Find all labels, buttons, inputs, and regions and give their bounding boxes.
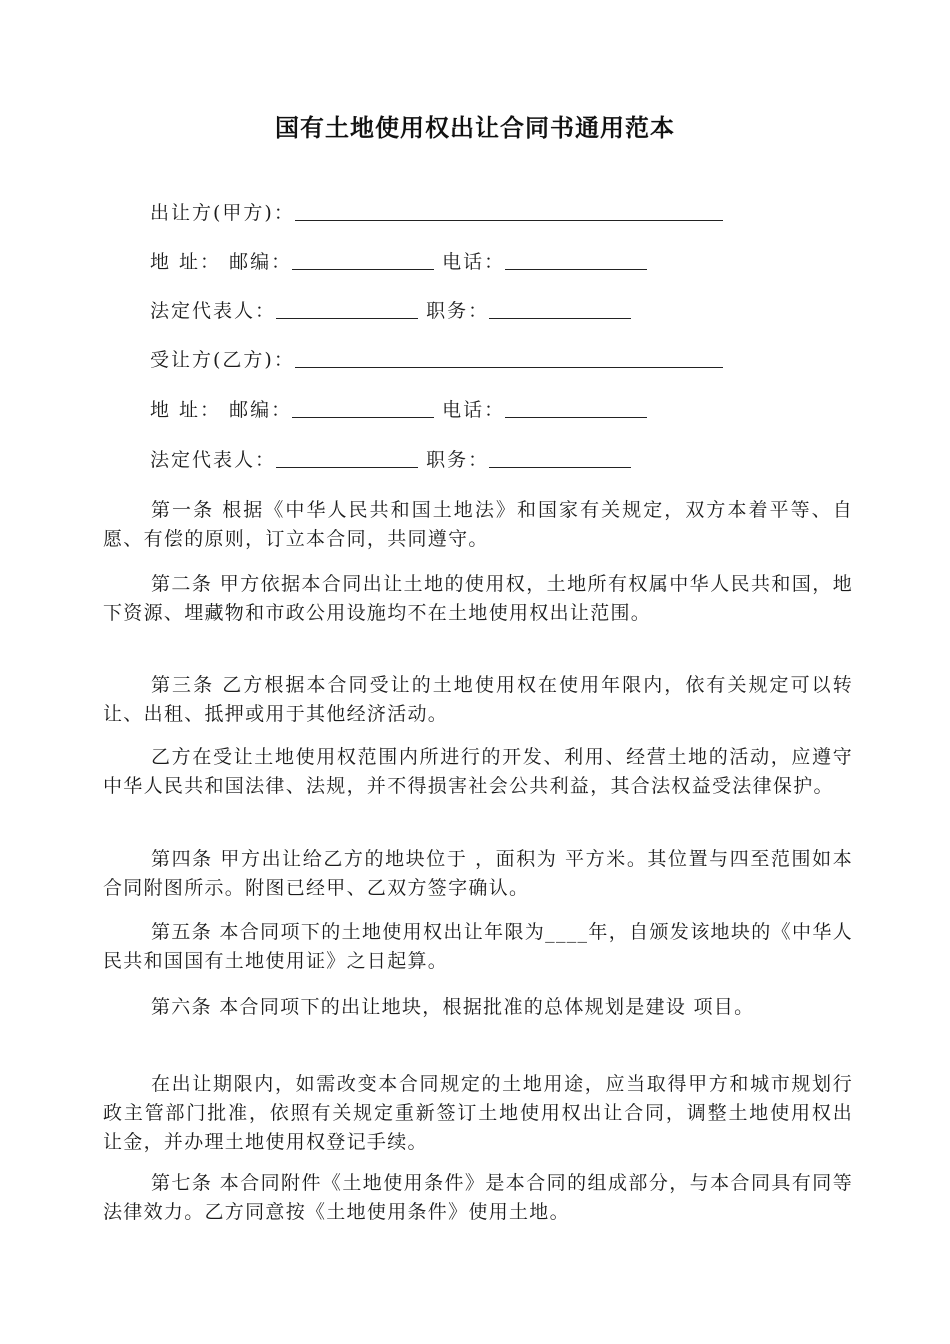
article-6-supplement-paragraph: 在出让期限内，如需改变本合同规定的土地用途，应当取得甲方和城市规划行政主管部门批准，依照有关规定重新签订土地使用权出让合同，调整土地使用权出让金，并办理土地使用权登记手续。 xyxy=(103,1073,853,1153)
party-b-tel-label: 电话： xyxy=(442,399,506,421)
party-a-address-label: 地 址： xyxy=(150,251,222,273)
party-a-label: 出让方(甲方)： xyxy=(150,202,295,224)
party-a-name-row xyxy=(150,198,723,228)
party-a-zip-label: 邮编： xyxy=(229,251,293,273)
party-a-pos-label: 职务： xyxy=(426,300,490,322)
article-6-paragraph: 第六条 本合同项下的出让地块，根据批准的总体规划是建设 项目。 xyxy=(151,996,755,1018)
party-b-pos-blank[interactable] xyxy=(489,445,631,468)
party-b-address-row xyxy=(150,395,647,425)
party-b-zip-label: 邮编： xyxy=(229,399,293,421)
party-a-blank[interactable] xyxy=(295,198,723,221)
party-b-name-row xyxy=(150,345,723,375)
article-1-paragraph: 第一条 根据《中华人民共和国土地法》和国家有关规定，双方本着平等、自愿、有偿的原则，订立本合同，共同遵守。 xyxy=(103,499,853,550)
party-a-rep-blank[interactable] xyxy=(276,296,418,319)
party-b-label: 受让方(乙方)： xyxy=(150,349,295,371)
party-a-address-row xyxy=(150,247,647,277)
article-4-paragraph: 第四条 甲方出让给乙方的地块位于 ，面积为 平方米。其位置与四至范围如本合同附图所示。附图已经甲、乙双方签字确认。 xyxy=(103,848,853,899)
article-2-paragraph: 第二条 甲方依据本合同出让土地的使用权，土地所有权属中华人民共和国，地下资源、埋藏物和市政公用设施均不在土地使用权出让范围。 xyxy=(103,573,853,624)
party-b-blank[interactable] xyxy=(295,345,723,368)
party-b-tel-blank[interactable] xyxy=(505,395,647,418)
article-3-supplement-paragraph: 乙方在受让土地使用权范围内所进行的开发、利用、经营土地的活动，应遵守中华人民共和国法律、法规，并不得损害社会公共利益，其合法权益受法律保护。 xyxy=(103,746,853,797)
party-b-rep-blank[interactable] xyxy=(276,445,418,468)
document-title: 国有土地使用权出让合同书通用范本 xyxy=(275,114,675,142)
party-a-rep-row xyxy=(150,296,631,326)
article-3-paragraph: 第三条 乙方根据本合同受让的土地使用权在使用年限内，依有关规定可以转让、出租、抵押或用于其他经济活动。 xyxy=(103,674,853,725)
party-b-rep-label: 法定代表人： xyxy=(150,449,277,471)
party-b-address-label: 地 址： xyxy=(150,399,222,421)
party-b-pos-label: 职务： xyxy=(426,449,490,471)
article-7-paragraph: 第七条 本合同附件《土地使用条件》是本合同的组成部分，与本合同具有同等法律效力。乙方同意按《土地使用条件》使用土地。 xyxy=(103,1172,853,1223)
party-b-rep-row xyxy=(150,445,631,475)
party-a-rep-label: 法定代表人： xyxy=(150,300,277,322)
article-5-paragraph: 第五条 本合同项下的土地使用权出让年限为____年，自颁发该地块的《中华人民共和国国有土地使用证》之日起算。 xyxy=(103,921,853,972)
party-a-tel-label: 电话： xyxy=(442,251,506,273)
party-a-tel-blank[interactable] xyxy=(505,247,647,270)
party-b-zip-blank[interactable] xyxy=(292,395,434,418)
party-a-zip-blank[interactable] xyxy=(292,247,434,270)
party-a-pos-blank[interactable] xyxy=(489,296,631,319)
